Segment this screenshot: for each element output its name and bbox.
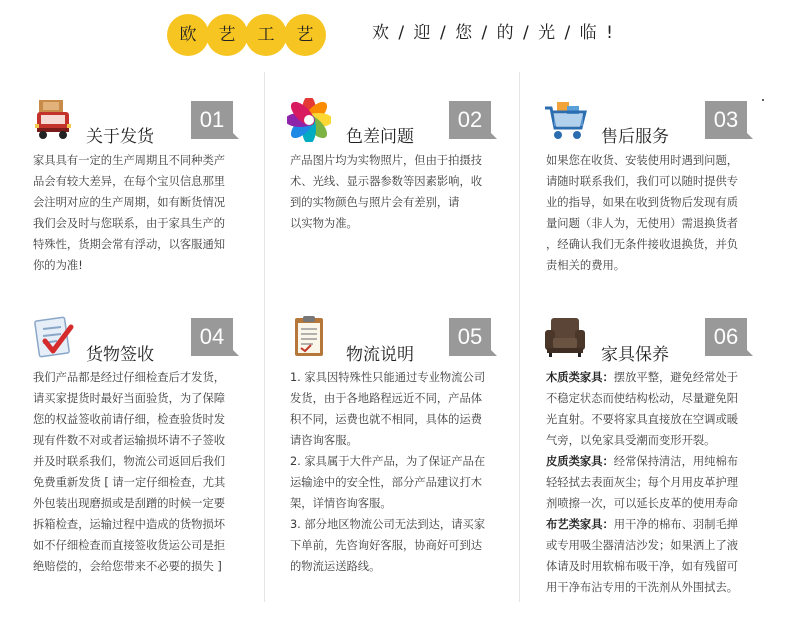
text-line: ，经确认我们无条件接收退换货，并负 [546, 238, 739, 251]
text-line: 2. 家具属于大件产品，为了保证产品在 [290, 455, 486, 468]
text-line: 量问题（非人为，无使用）需退换货者 [546, 217, 739, 230]
section-number-02: 02 [449, 101, 491, 139]
text-line: 或专用吸尘器清洁沙发；如果洒上了液 [546, 539, 739, 552]
welcome-text: 欢 / 迎 / 您 / 的 / 光 / 临 ! [372, 23, 615, 43]
text-line: 拆箱检查，运输过程中造成的货物损坏 [33, 518, 226, 531]
text-line: 我们产品都是经过仔细检查后才发货， [33, 371, 226, 384]
text-line: 你的为准! [33, 259, 83, 272]
section-body-shipping [33, 150, 265, 276]
text-line: 您的权益签收前请仔细，检查验货时发 [33, 413, 226, 426]
text-line: 家具具有一定的生产周期且不同种类产 [33, 154, 226, 167]
delivery-truck-icon [31, 96, 75, 140]
color-palette-icon [287, 98, 331, 142]
brand-char-4: 艺 [284, 14, 326, 56]
text-line: 气旁，以免家具受潮而变形开裂。 [546, 434, 716, 447]
text-line: 我们会及时与您联系，由于家具生产的 [33, 217, 226, 230]
section-title-after-sales: 售后服务 [601, 127, 669, 147]
checklist-icon [31, 315, 75, 359]
section-title-receipt: 货物签收 [86, 345, 154, 365]
section-title-shipping: 关于发货 [86, 127, 154, 147]
section-body-color [290, 150, 518, 234]
section-number-06: 06 [705, 318, 747, 356]
section-body-after-sales [546, 150, 776, 276]
section-body-receipt [33, 367, 265, 577]
decorative-dot [762, 99, 764, 101]
text-line: 如果您在收货、安装使用时遇到问题， [546, 154, 739, 167]
section-title-color: 色差问题 [346, 127, 414, 147]
section-number-04: 04 [191, 318, 233, 356]
text-line: 积不同，运费也就不相同，具体的运费 [290, 413, 483, 426]
text-line: 产品图片均为实物照片，但由于拍摄技 [290, 154, 483, 167]
text-line: 免费重新发货 [ 请一定仔细检查，尤其 [33, 476, 226, 489]
text-line: 品会有较大差异，在每个宝贝信息那里 [33, 175, 226, 188]
section-body-logistics [290, 367, 518, 577]
text-line: 业的指导，如果在收到货物后发现有质 [546, 196, 739, 209]
shopping-cart-icon [543, 98, 587, 142]
text-line: 绝赔偿的，会给您带来不必要的损失 ] [33, 560, 222, 573]
text-line: 的物流运送路线。 [290, 560, 381, 573]
text-line: 请咨询客服。 [290, 434, 358, 447]
brand-char-2: 艺 [206, 14, 248, 56]
text-line: 1. 家具因特殊性只能通过专业物流公司 [290, 371, 486, 384]
page-header [0, 0, 790, 60]
section-title-maintenance: 家具保养 [601, 345, 669, 365]
text-line: 现有件数不对或者运输损坏请不子签收 [33, 434, 226, 447]
text-line: 请买家提货时最好当面验货，为了保障 [33, 392, 226, 405]
text-line: 用干净布沾专用的干洗剂从外围拭去。 [546, 581, 739, 594]
text-line: 架，详情咨询客服。 [290, 497, 392, 510]
text-line: 会注明对应的生产周期，如有断货情况 [33, 196, 226, 209]
text-line: 外包装出现磨损或是刮蹭的时候一定要 [33, 497, 226, 510]
text-line: 木质类家具：摆放平整，避免经常处于 [546, 371, 739, 384]
text-line: 皮质类家具：经常保持清洁，用纯棉布 [546, 455, 739, 468]
column-divider-2 [519, 72, 520, 602]
clipboard-icon [287, 314, 331, 358]
text-line: 3. 部分地区物流公司无法到达，请买家 [290, 518, 486, 531]
text-line: 请随时联系我们，我们可以随时提供专 [546, 175, 739, 188]
text-line: 体请及时用软棉布吸干净，如有残留可 [546, 560, 739, 573]
text-line: 并及时联系我们，物流公司返回后我们 [33, 455, 226, 468]
section-number-01: 01 [191, 101, 233, 139]
section-body-maintenance [546, 367, 778, 598]
text-line: 运输途中的安全性，部分产品建议打木 [290, 476, 483, 489]
section-title-logistics: 物流说明 [346, 345, 414, 365]
armchair-icon [543, 314, 587, 358]
text-line: 发货，由于各地路程远近不同，产品体 [290, 392, 483, 405]
section-number-03: 03 [705, 101, 747, 139]
text-line: 布艺类家具：用干净的棉布、羽制毛掸 [546, 518, 739, 531]
text-line: 下单前，先咨询好客服，协商好可到达 [290, 539, 483, 552]
section-number-05: 05 [449, 318, 491, 356]
text-line: 以实物为准。 [290, 217, 358, 230]
text-line: 轻轻拭去表面灰尘；每个月用皮革护理 [546, 476, 739, 489]
text-line: 光直射。不要将家具直接放在空调或暖 [546, 413, 739, 426]
text-line: 特殊性，货期会常有浮动，以客服通知 [33, 238, 226, 251]
text-line: 术、光线、显示器参数等因素影响，收 [290, 175, 483, 188]
text-line: 到的实物颜色与照片会有差别，请 [290, 196, 460, 209]
brand-char-1: 欧 [167, 14, 209, 56]
text-line: 剂喷擦一次，可以延长皮革的使用寿命 [546, 497, 739, 510]
text-line: 如不仔细检查而直接签收货运公司是拒 [33, 539, 226, 552]
text-line: 不稳定状态而使结构松动，尽量避免阳 [546, 392, 739, 405]
brand-char-3: 工 [245, 14, 287, 56]
text-line: 责相关的费用。 [546, 259, 626, 272]
